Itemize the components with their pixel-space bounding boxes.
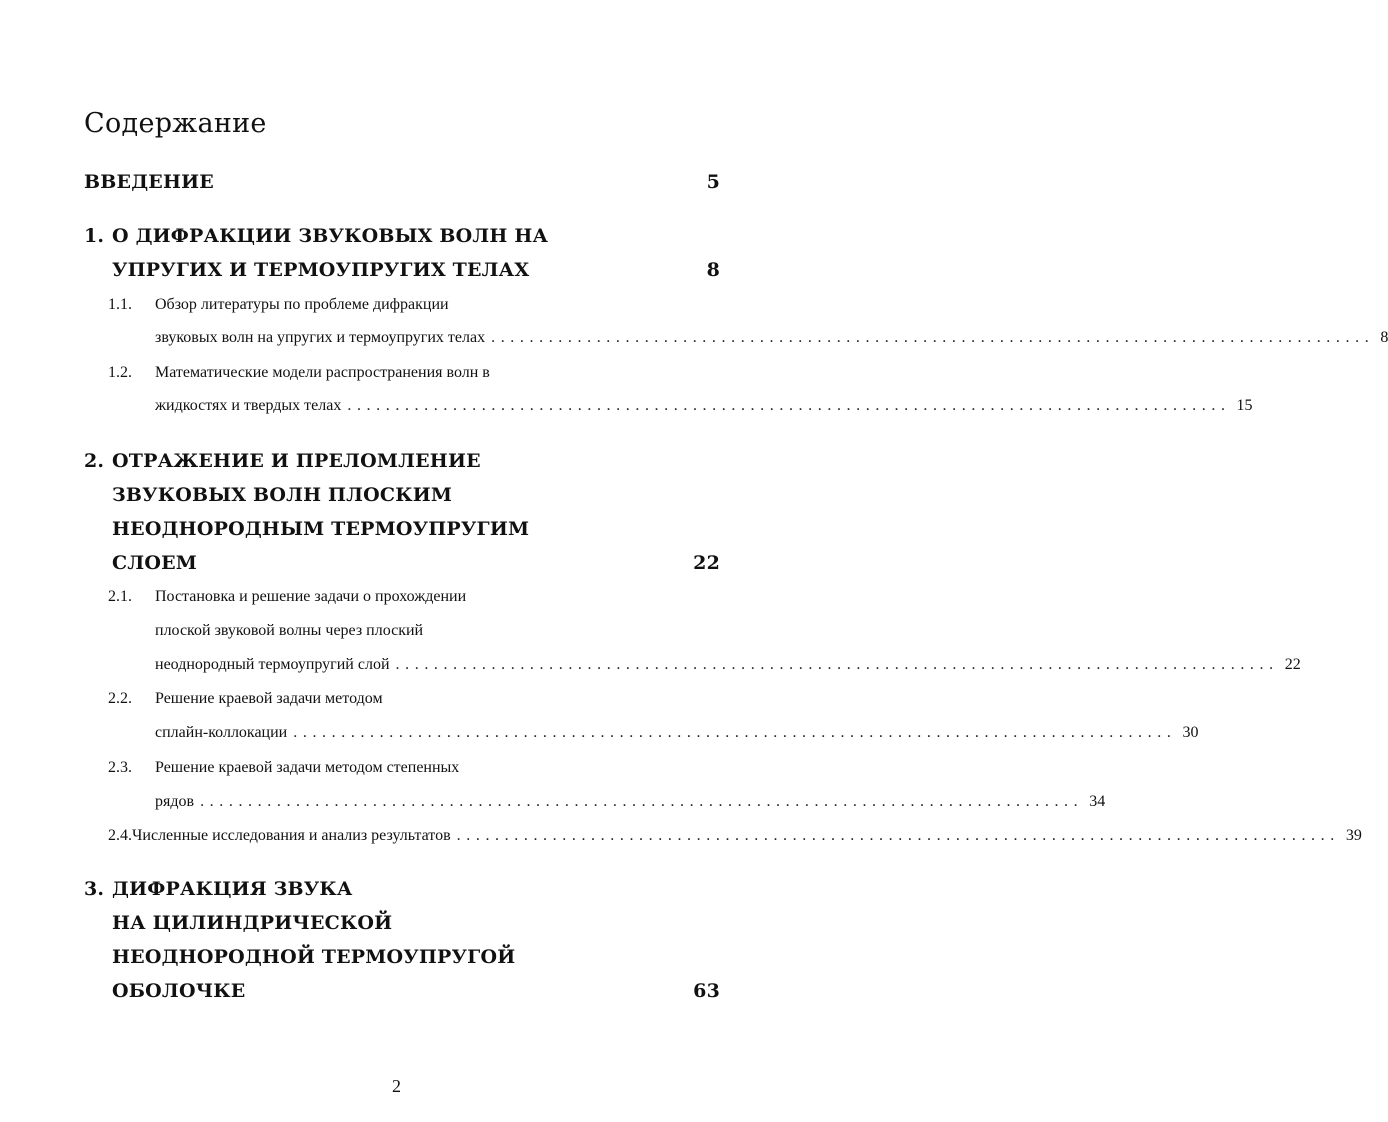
- section-1-1-line-1: 1.1. Обзор литературы по проблеме дифракции: [108, 296, 449, 313]
- toc-page-number: 39: [1345, 827, 1362, 844]
- chapter-1-title-line-1: 1. О ДИФРАКЦИИ ЗВУКОВЫХ ВОЛН НА: [84, 225, 549, 247]
- chapter-2-title-line-4: СЛОЕМ 22: [112, 552, 720, 574]
- toc-page-number: 5: [706, 171, 720, 193]
- toc-page-number: 22: [1284, 656, 1301, 673]
- section-number: 1.1.: [108, 296, 132, 313]
- chapter-3-title-line-4: ОБОЛОЧКЕ 63: [112, 980, 720, 1002]
- toc-entry-label: ВВЕДЕНИЕ: [84, 171, 214, 193]
- section-2-2-line-1: 2.2. Решение краевой задачи методом: [108, 690, 383, 707]
- dot-leader: ............................................................................................: [347, 397, 1231, 414]
- section-2-2-line-2: сплайн-коллокации ............................................................................................ 30: [155, 724, 1199, 741]
- toc-page-number: 22: [693, 552, 720, 574]
- chapter-number: 3.: [84, 878, 105, 900]
- toc-entry-intro: [84, 171, 720, 193]
- chapter-3-title-line-1: 3. ДИФРАКЦИЯ ЗВУКА: [84, 878, 353, 900]
- chapter-2-title-line-2: ЗВУКОВЫХ ВОЛН ПЛОСКИМ: [112, 484, 453, 506]
- toc-page-number: 30: [1182, 724, 1199, 741]
- dot-leader: ............................................................................................: [293, 724, 1177, 741]
- section-number: 2.4.: [108, 827, 132, 844]
- toc-page-number: 8: [1380, 329, 1388, 346]
- dot-leader: ............................................................................................: [200, 793, 1084, 810]
- section-2-3-line-2: рядов ............................................................................................ 34: [155, 793, 1106, 810]
- chapter-number: 2.: [84, 450, 105, 472]
- chapter-2-title-line-3: НЕОДНОРОДНЫМ ТЕРМОУПРУГИМ: [112, 518, 530, 540]
- chapter-2-title-line-1: 2. ОТРАЖЕНИЕ И ПРЕЛОМЛЕНИЕ: [84, 450, 481, 472]
- section-1-1-line-2: звуковых волн на упругих и термоупругих телах ............................................................................................ 8: [155, 329, 1388, 346]
- chapter-3-title-line-3: НЕОДНОРОДНОЙ ТЕРМОУПРУГОЙ: [112, 946, 516, 968]
- toc-page-number: 63: [693, 980, 720, 1002]
- section-number: 2.2.: [108, 690, 132, 707]
- toc-heading: Содержание: [84, 108, 267, 139]
- section-1-2-line-2: жидкостях и твердых телах ............................................................................................ 15: [155, 397, 1253, 414]
- section-2-1-line-1: 2.1. Постановка и решение задачи о прохождении: [108, 588, 467, 605]
- toc-page-number: 34: [1089, 793, 1106, 810]
- section-2-3-line-1: 2.3. Решение краевой задачи методом степенных: [108, 759, 460, 776]
- chapter-3-title-line-2: НА ЦИЛИНДРИЧЕСКОЙ: [112, 912, 393, 934]
- toc-page-number: 15: [1236, 397, 1253, 414]
- chapter-number: 1.: [84, 225, 105, 247]
- dot-leader: ............................................................................................: [395, 656, 1279, 673]
- dot-leader: ............................................................................................: [491, 329, 1375, 346]
- section-2-1-line-2: плоской звуковой волны через плоский: [155, 622, 424, 639]
- section-number: 2.3.: [108, 759, 132, 776]
- section-number: 2.1.: [108, 588, 132, 605]
- dot-leader: ............................................................................................: [456, 827, 1340, 844]
- page-footer-number: 2: [392, 1076, 401, 1096]
- section-2-4-line-1: 2.4. Численные исследования и анализ результатов ............................................................................................ 39: [108, 827, 1362, 844]
- chapter-1-title-line-2: УПРУГИХ И ТЕРМОУПРУГИХ ТЕЛАХ 8: [112, 259, 720, 281]
- section-1-2-line-1: 1.2. Математические модели распространения волн в: [108, 364, 490, 381]
- section-2-1-line-3: неоднородный термоупругий слой ............................................................................................ 22: [155, 656, 1301, 673]
- toc-page-number: 8: [706, 259, 720, 281]
- section-number: 1.2.: [108, 364, 132, 381]
